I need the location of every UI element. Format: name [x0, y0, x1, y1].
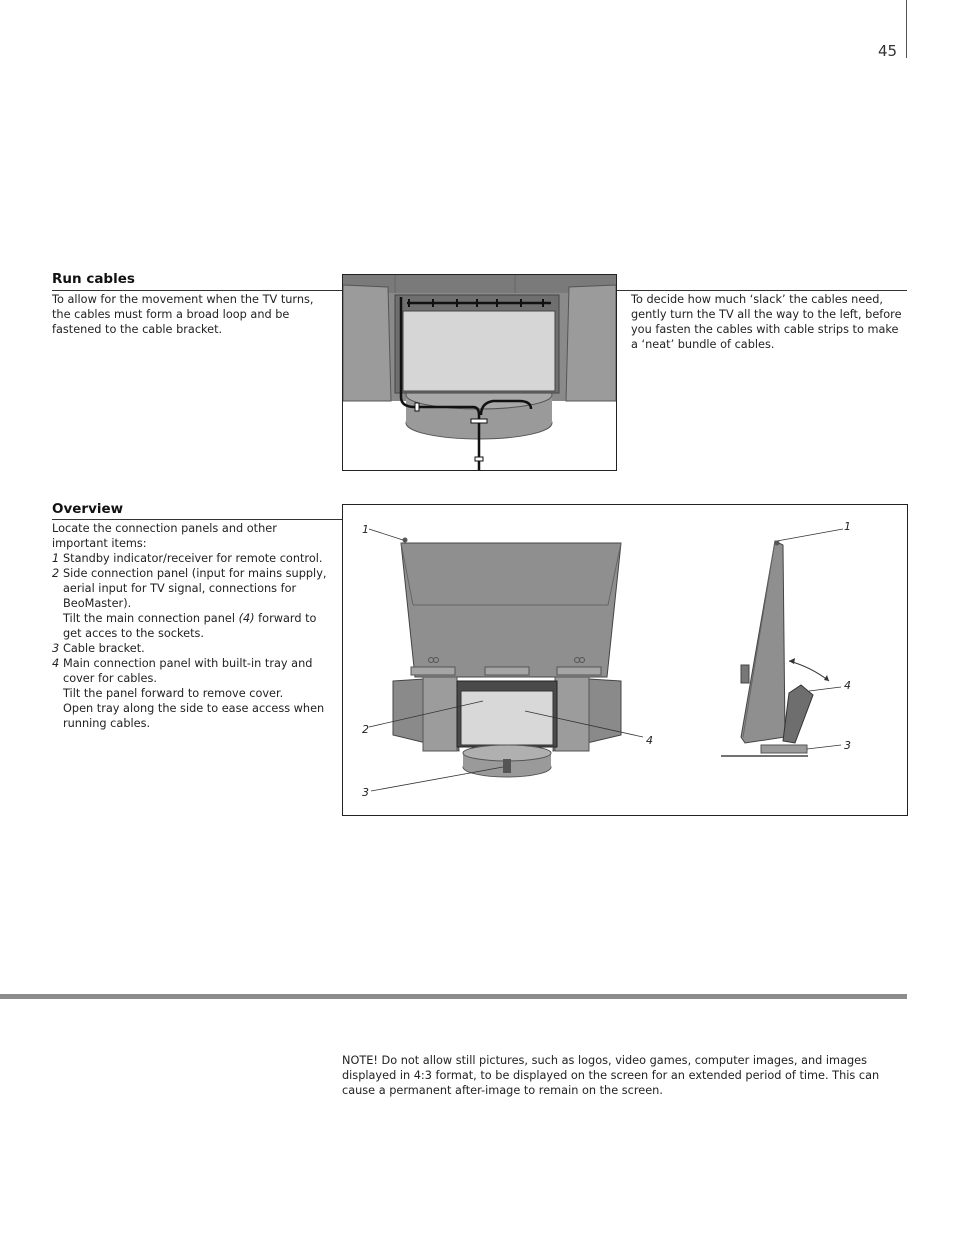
run-cables-right-text: To decide how much ‘slack’ the cables need, gently turn the TV all the way to the left, before you fasten the cables with cable strips to make a ‘neat’ bundle of cables.: [631, 293, 902, 351]
callout-2-rear: 2: [362, 723, 369, 736]
callout-4-side: 4: [844, 679, 851, 692]
overview-figure: [342, 504, 908, 816]
run-cables-rule-right: [617, 290, 907, 291]
item-extra-after: forward to get acces to the sockets.: [63, 612, 317, 640]
overview-text: [52, 521, 332, 731]
callout-1-side: 1: [844, 520, 851, 533]
run-cables-heading: Run cables: [52, 271, 135, 287]
item-number: 1: [52, 552, 60, 565]
item-text: Standby indicator/receiver for remote control.: [63, 552, 323, 565]
callout-3-side: 3: [844, 739, 851, 752]
callout-3-rear: 3: [362, 786, 369, 799]
page-edge-rule: [906, 0, 907, 58]
list-item: [52, 566, 332, 641]
item-text: Side connection panel (input for mains supply, aerial input for TV signal, connections for BeoMaster).: [63, 567, 327, 610]
overview-rule: [52, 519, 342, 520]
callout-4-rear: 4: [646, 734, 653, 747]
tv-overview-illustration: [343, 505, 907, 815]
page-number: 45: [878, 42, 898, 60]
item-number: 3: [52, 642, 60, 655]
overview-heading: Overview: [52, 501, 124, 517]
list-item: [52, 656, 332, 731]
run-cables-figure: [342, 274, 617, 471]
overview-intro: Locate the connection panels and other important items:: [52, 522, 277, 550]
list-item: [52, 641, 332, 656]
item-extra-2: Open tray along the side to ease access when running cables.: [63, 702, 325, 730]
item-extra-before: Tilt the main connection panel: [63, 612, 239, 625]
section-divider-bar: [0, 994, 907, 999]
run-cables-left-text: To allow for the movement when the TV turns, the cables must form a broad loop and be fastened to the cable bracket.: [52, 293, 314, 336]
list-item: [52, 551, 332, 566]
note-text: NOTE! Do not allow still pictures, such as logos, video games, computer images, and images displayed in 4:3 format, to be displayed on the screen for an extended period of time. This can cause a permanent after-image to remain on the screen.: [342, 1054, 880, 1097]
item-text: Cable bracket.: [63, 642, 145, 655]
run-cables-rule-left: [52, 290, 342, 291]
overview-list: [52, 551, 332, 731]
item-extra-1: Tilt the panel forward to remove cover.: [63, 687, 284, 700]
item-text: Main connection panel with built-in tray and cover for cables.: [63, 657, 313, 685]
item-number: 4: [52, 657, 60, 670]
item-extra-ref: (4): [238, 612, 255, 625]
callout-1-rear: 1: [362, 523, 369, 536]
item-number: 2: [52, 567, 60, 580]
tv-rear-cable-loop-illustration: [343, 275, 616, 470]
